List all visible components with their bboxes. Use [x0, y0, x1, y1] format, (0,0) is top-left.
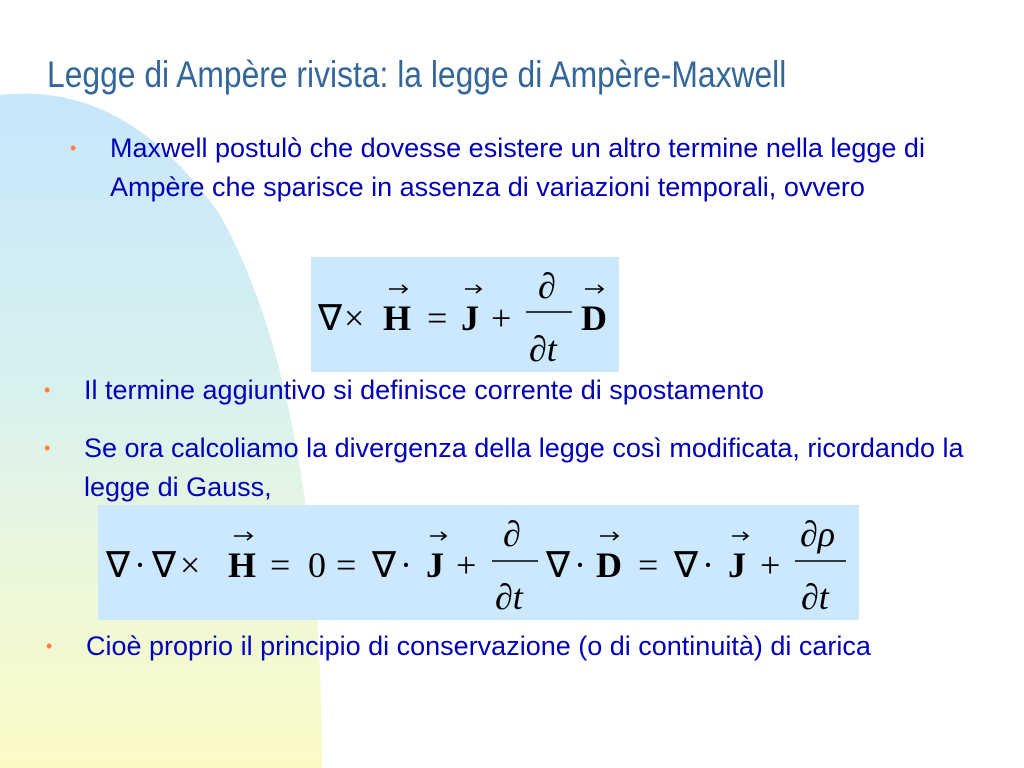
eq2-partial-rho: ∂ρ [800, 514, 836, 554]
eq2-dot-4: · [702, 545, 714, 585]
eq2-J-1: J [426, 545, 444, 585]
bullet-dot: • [44, 380, 51, 400]
slide-title: Legge di Ampère rivista: la legge di Ampère-Maxwell [47, 54, 787, 95]
vector-arrow-icon [732, 532, 748, 540]
eq2-partial-t-1: ∂t [495, 577, 523, 617]
bullet-dot: • [70, 138, 77, 158]
vector-arrow-icon [430, 532, 446, 540]
vector-arrow-icon [389, 285, 407, 293]
eq2-nabla-3: ∇ [372, 545, 397, 585]
bullet-item-2 [44, 371, 984, 410]
eq2-nabla-1: ∇ [106, 545, 131, 585]
eq2-equals-3: = [638, 545, 659, 585]
bullet-text-1: Maxwell postulò che dovesse esistere un altro termine nella legge di Ampère che sparisce in assenza di variazioni temporali, ovvero [110, 133, 925, 202]
eq2-dot-2: · [400, 545, 412, 585]
eq2-plus-2: + [760, 545, 781, 585]
bullet-text-4: Cioè proprio il principio di conservazione (o di continuità) di carica [86, 631, 871, 661]
eq1-D: D [581, 298, 607, 338]
vector-arrow-icon [465, 285, 481, 293]
eq2-partial-t-2: ∂t [801, 577, 829, 617]
eq2-equals-1: = [270, 545, 291, 585]
eq1-partial-t: ∂t [529, 329, 557, 369]
bullet-dot: • [46, 636, 53, 656]
eq2-J-2: J [728, 545, 746, 585]
eq1-H: H [383, 298, 412, 338]
eq1-cross: × [344, 298, 365, 338]
eq2-dot-3: · [574, 545, 586, 585]
vector-arrow-icon [585, 285, 603, 293]
equation-box-ampere-maxwell [311, 257, 619, 372]
eq2-H: H [228, 545, 257, 585]
eq2-equals-2: = [336, 545, 357, 585]
bullet-item-3 [44, 429, 984, 507]
eq2-plus-1: + [456, 545, 477, 585]
bullet-item-1 [70, 129, 950, 207]
eq2-partial-num-1: ∂ [503, 514, 521, 554]
eq2-cross: × [180, 545, 201, 585]
bullet-text-2: Il termine aggiuntivo si definisce corrente di spostamento [84, 375, 764, 405]
eq1-partial-num: ∂ [538, 266, 556, 306]
eq1-equals: = [427, 298, 448, 338]
eq1-J: J [461, 298, 479, 338]
eq2-nabla-5: ∇ [674, 545, 699, 585]
eq2-dot-1: · [134, 545, 146, 585]
eq2-D: D [596, 545, 622, 585]
vector-arrow-icon [600, 532, 618, 540]
bullet-text-3: Se ora calcoliamo la divergenza della legge così modificata, ricordando la legge di Gauss, [84, 433, 964, 502]
bullet-dot: • [44, 438, 51, 458]
eq1-nabla: ∇ [318, 298, 343, 338]
bullet-item-4 [46, 627, 996, 666]
eq2-zero: 0 [308, 545, 326, 585]
eq1-plus: + [491, 298, 512, 338]
vector-arrow-icon [234, 532, 252, 540]
equation-box-continuity [98, 505, 859, 620]
eq2-nabla-2: ∇ [152, 545, 177, 585]
eq2-nabla-4: ∇ [546, 545, 571, 585]
